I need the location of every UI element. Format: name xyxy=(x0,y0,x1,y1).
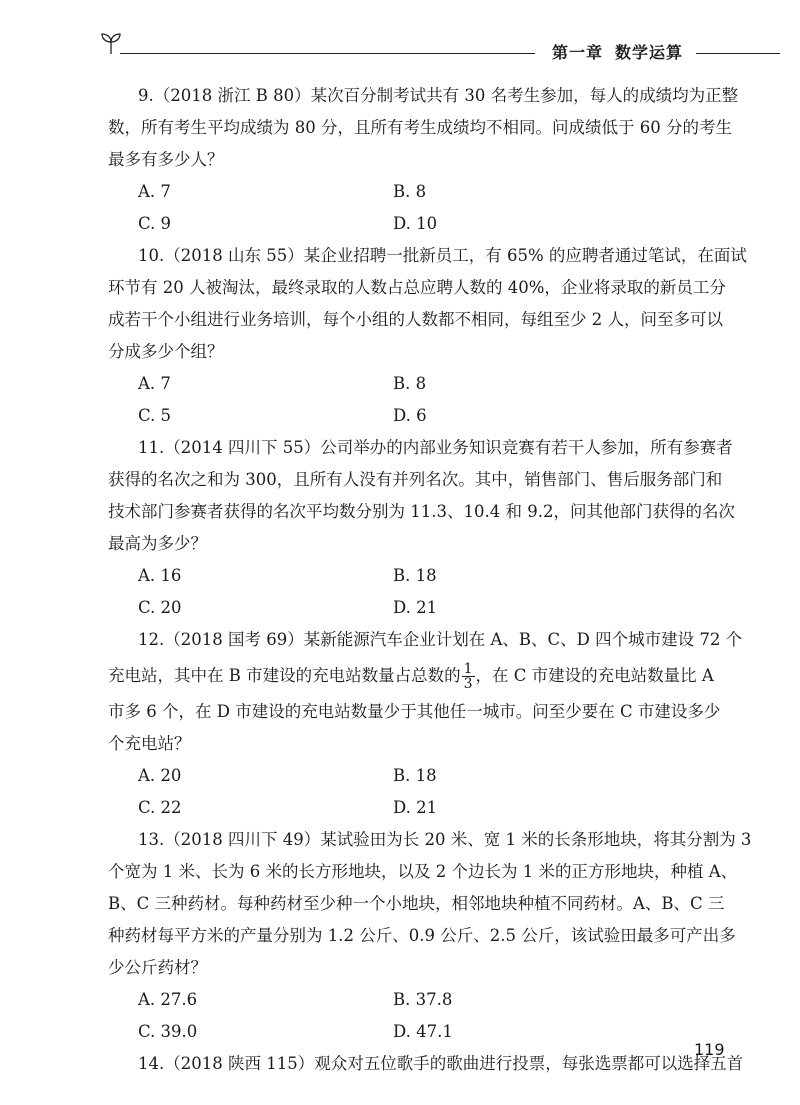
option-row xyxy=(108,400,698,432)
option-row xyxy=(108,1016,698,1048)
question-text-line: 数，所有考生平均成绩为 80 分，且所有考生成绩均不相同。问成绩低于 60 分的考生 xyxy=(108,118,732,137)
question-text-segment: 充电站，其中在 B 市建设的充电站数量占总数的 xyxy=(108,666,461,685)
question-text-line: 个宽为 1 米、长为 6 米的长方形地块，以及 2 个边长为 1 米的正方形地块，种植 A、 xyxy=(108,862,738,881)
question-text-line: 种药材每平方米的产量分别为 1.2 公斤、0.9 公斤、2.5 公斤，该试验田最多可产出多 xyxy=(108,926,736,945)
question-text-line: 市多 6 个，在 D 市建设的充电站数量少于其他任一城市。问至少要在 C 市建设多少 xyxy=(108,702,721,721)
option-row xyxy=(108,592,698,624)
question-text-line: 11.（2014 四川下 55）公司举办的内部业务知识竞赛有若干人参加，所有参赛者 xyxy=(138,438,733,457)
option-row xyxy=(108,560,698,592)
question-text-line: 少公斤药材？ xyxy=(108,958,207,977)
option-b: B. 18 xyxy=(393,766,437,785)
question-text-line: 个充电站？ xyxy=(108,734,191,753)
option-c: C. 22 xyxy=(138,798,182,817)
question-text-line: 最多有多少人？ xyxy=(108,150,224,169)
question-text-line: B、C 三种药材。每种药材至少种一个小地块，相邻地块种植不同药材。A、B、C 三 xyxy=(108,894,725,913)
chapter-label: 第一章 xyxy=(552,43,604,62)
option-c: C. 9 xyxy=(138,214,172,233)
question-text-line: 获得的名次之和为 300，且所有人没有并列名次。其中，销售部门、售后服务部门和 xyxy=(108,470,723,489)
option-d: D. 6 xyxy=(393,406,427,425)
question-text-line: 13.（2018 四川下 49）某试验田为长 20 米、宽 1 米的长条形地块，将其分割为 3 xyxy=(138,830,752,849)
option-a: A. 16 xyxy=(138,566,182,585)
option-row xyxy=(108,208,698,240)
chapter-title xyxy=(552,40,683,63)
option-row xyxy=(108,176,698,208)
page-header xyxy=(0,0,800,70)
option-b: B. 37.8 xyxy=(393,990,453,1009)
question-text-line: 12.（2018 国考 69）某新能源汽车企业计划在 A、B、C、D 四个城市建设 72 个 xyxy=(138,630,743,649)
header-rule-left xyxy=(120,53,535,54)
question-text-line: 成若干个小组进行业务培训，每个小组的人数都不相同，每组至少 2 人，问至多可以 xyxy=(108,310,723,329)
option-b: B. 8 xyxy=(393,182,427,201)
option-d: D. 47.1 xyxy=(393,1022,453,1041)
question-10 xyxy=(108,240,747,432)
question-12 xyxy=(108,624,743,824)
page-number: 119 xyxy=(694,1040,725,1059)
option-row xyxy=(108,760,698,792)
option-a: A. 7 xyxy=(138,374,171,393)
question-text-segment: ，在 C 市建设的充电站数量比 A xyxy=(475,666,714,685)
header-rule-right xyxy=(696,53,780,54)
option-a: A. 7 xyxy=(138,182,171,201)
option-b: B. 8 xyxy=(393,374,427,393)
option-b: B. 18 xyxy=(393,566,437,585)
option-d: D. 10 xyxy=(393,214,438,233)
question-text-line: 技术部门参赛者获得的名次平均数分别为 11.3、10.4 和 9.2，问其他部门获得的名次 xyxy=(108,502,735,521)
option-a: A. 27.6 xyxy=(138,990,198,1009)
question-11 xyxy=(108,432,735,624)
question-9 xyxy=(108,80,739,240)
question-text-line: 9.（2018 浙江 B 80）某次百分制考试共有 30 名考生参加，每人的成绩均为正整 xyxy=(138,86,739,105)
section-label: 数学运算 xyxy=(615,43,684,62)
fraction-denominator: 3 xyxy=(463,676,473,692)
question-text-line: 环节有 20 人被淘汰，最终录取的人数占总应聘人数的 40%，企业将录取的新员工分 xyxy=(108,278,726,297)
fraction-numerator: 1 xyxy=(463,661,473,677)
question-13 xyxy=(108,824,752,1048)
question-text-line: 14.（2018 陕西 115）观众对五位歌手的歌曲进行投票，每张选票都可以选择五首 xyxy=(138,1054,744,1073)
option-c: C. 5 xyxy=(138,406,172,425)
option-c: C. 39.0 xyxy=(138,1022,198,1041)
option-d: D. 21 xyxy=(393,798,438,817)
option-row xyxy=(108,792,698,824)
fraction xyxy=(462,662,475,691)
option-row xyxy=(108,368,698,400)
question-text-line: 10.（2018 山东 55）某企业招聘一批新员工，有 65% 的应聘者通过笔试，在面试 xyxy=(138,246,747,265)
question-text-line: 分成多少个组？ xyxy=(108,342,224,361)
option-d: D. 21 xyxy=(393,598,438,617)
option-a: A. 20 xyxy=(138,766,182,785)
option-c: C. 20 xyxy=(138,598,182,617)
question-text-line: 最高为多少？ xyxy=(108,534,207,553)
question-text-line xyxy=(108,656,714,696)
option-row xyxy=(108,984,698,1016)
